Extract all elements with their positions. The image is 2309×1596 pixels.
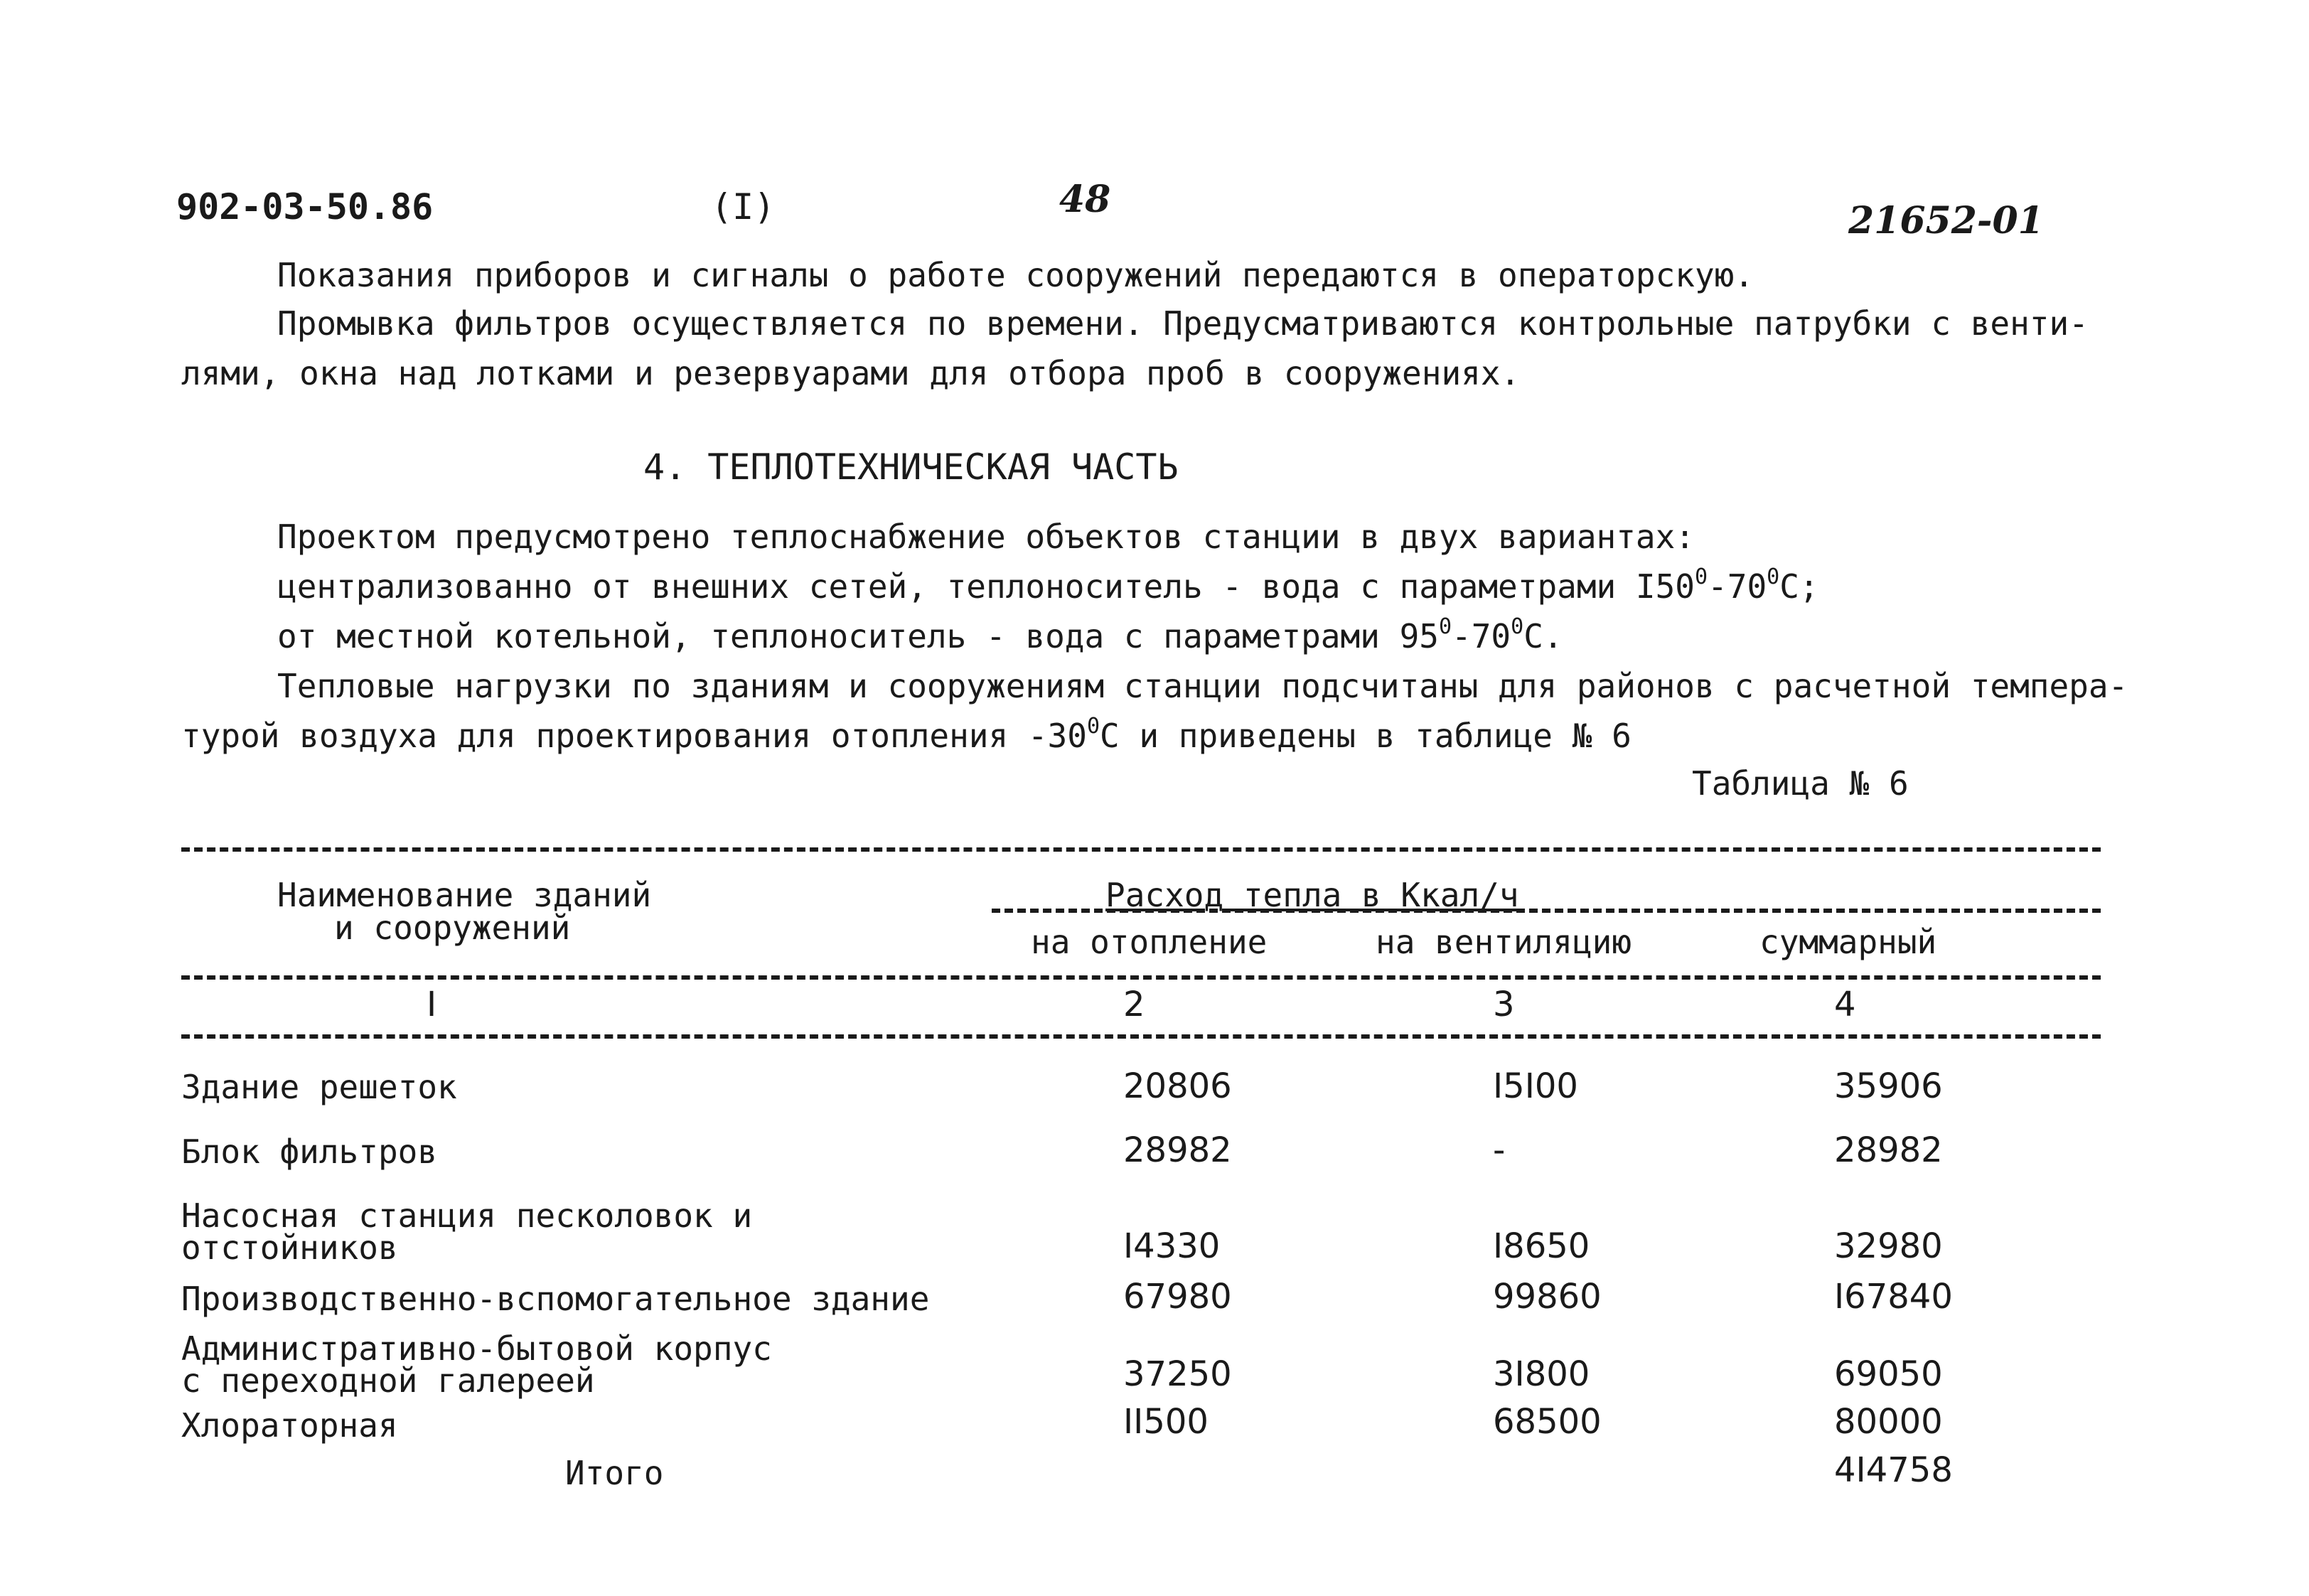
column-numbers-rule xyxy=(181,1034,2101,1039)
row-heating: 28982 xyxy=(1123,1130,1232,1170)
group-header-heat-consumption: Расход тепла в Ккал/ч xyxy=(1105,876,1519,914)
row-ventilation: I5I00 xyxy=(1493,1066,1578,1106)
intro-line-1: Показания приборов и сигналы о работе сооружений передаются в операторскую. xyxy=(277,256,1754,294)
section-title: 4. ТЕПЛОТЕХНИЧЕСКАЯ ЧАСТЬ xyxy=(643,446,1179,488)
row-name-line-2: отстойников xyxy=(181,1228,398,1267)
row-name: Хлораторная xyxy=(181,1406,398,1445)
row-name: Производственно-вспомогательное здание xyxy=(181,1280,930,1318)
column-header-total: суммарный xyxy=(1759,923,1937,961)
column-header-name-line-2: и сооружений xyxy=(334,909,571,947)
row-heating: 67980 xyxy=(1123,1277,1232,1317)
row-name: Здание решеток xyxy=(181,1068,457,1106)
row-ventilation: 99860 xyxy=(1493,1277,1602,1317)
row-total: 28982 xyxy=(1834,1130,1943,1170)
row-heating: II500 xyxy=(1123,1402,1209,1442)
part-number: (I) xyxy=(711,186,776,227)
column-number-2: 2 xyxy=(1123,985,1145,1024)
row-total: I67840 xyxy=(1834,1277,1953,1317)
section-paragraph-5: турой воздуха для проектирования отопления $-30^0С$ и приведены в таблице № 6 xyxy=(181,714,1632,755)
page-number: 48 xyxy=(1059,178,1111,221)
row-total: 80000 xyxy=(1834,1402,1943,1442)
column-header-name-line-1: Наименование зданий xyxy=(277,876,652,914)
column-number-3: 3 xyxy=(1493,985,1515,1024)
header-bottom-rule xyxy=(181,975,2101,980)
intro-line-3: лями, окна над лотками и резервуарами для отбора проб в сооружениях. xyxy=(181,354,1521,392)
column-header-heating: на отопление xyxy=(1031,923,1268,961)
column-number-1: I xyxy=(427,985,437,1024)
row-name-line-1: Административно-бытовой корпус xyxy=(181,1329,772,1368)
row-heating: 20806 xyxy=(1123,1066,1232,1106)
table-top-rule xyxy=(181,847,2101,852)
archive-number: 21652-01 xyxy=(1848,199,2044,242)
row-heating: I4330 xyxy=(1123,1226,1221,1266)
row-total: 69050 xyxy=(1834,1354,1943,1394)
row-name-line-1: Насосная станция песколовок и xyxy=(181,1196,753,1235)
table-caption: Таблица № 6 xyxy=(1692,764,1909,803)
section-paragraph-2: централизованно от внешних сетей, теплоноситель - вода с параметрами $I50^0-70^0С$; xyxy=(277,564,1819,606)
row-name: Блок фильтров xyxy=(181,1132,438,1171)
row-total: 32980 xyxy=(1834,1226,1943,1266)
intro-line-2: Промывка фильтров осуществляется по времени. Предусматриваются контрольные патрубки с венти- xyxy=(277,304,2089,343)
row-heating: 37250 xyxy=(1123,1354,1232,1394)
total-label: Итого xyxy=(565,1454,664,1492)
section-paragraph-4: Тепловые нагрузки по зданиям и сооружениям станции подсчитаны для районов с расчетной темпера- xyxy=(277,667,2128,705)
column-header-ventilation: на вентиляцию xyxy=(1376,923,1632,961)
document-code: 902-03-50.86 xyxy=(176,186,434,227)
row-ventilation: 3I800 xyxy=(1493,1354,1590,1394)
row-name-line-2: с переходной галереей xyxy=(181,1361,595,1400)
column-number-4: 4 xyxy=(1834,985,1856,1024)
row-ventilation: 68500 xyxy=(1493,1402,1602,1442)
row-total: 35906 xyxy=(1834,1066,1943,1106)
section-paragraph-1: Проектом предусмотрено теплоснабжение объектов станции в двух вариантах: xyxy=(277,518,1695,556)
row-ventilation: I8650 xyxy=(1493,1226,1590,1266)
section-paragraph-3: от местной котельной, теплоноситель - вода с параметрами $95^0-70^0С$. xyxy=(277,614,1563,655)
total-value: 4I4758 xyxy=(1834,1450,1953,1490)
row-ventilation: - xyxy=(1493,1130,1506,1170)
